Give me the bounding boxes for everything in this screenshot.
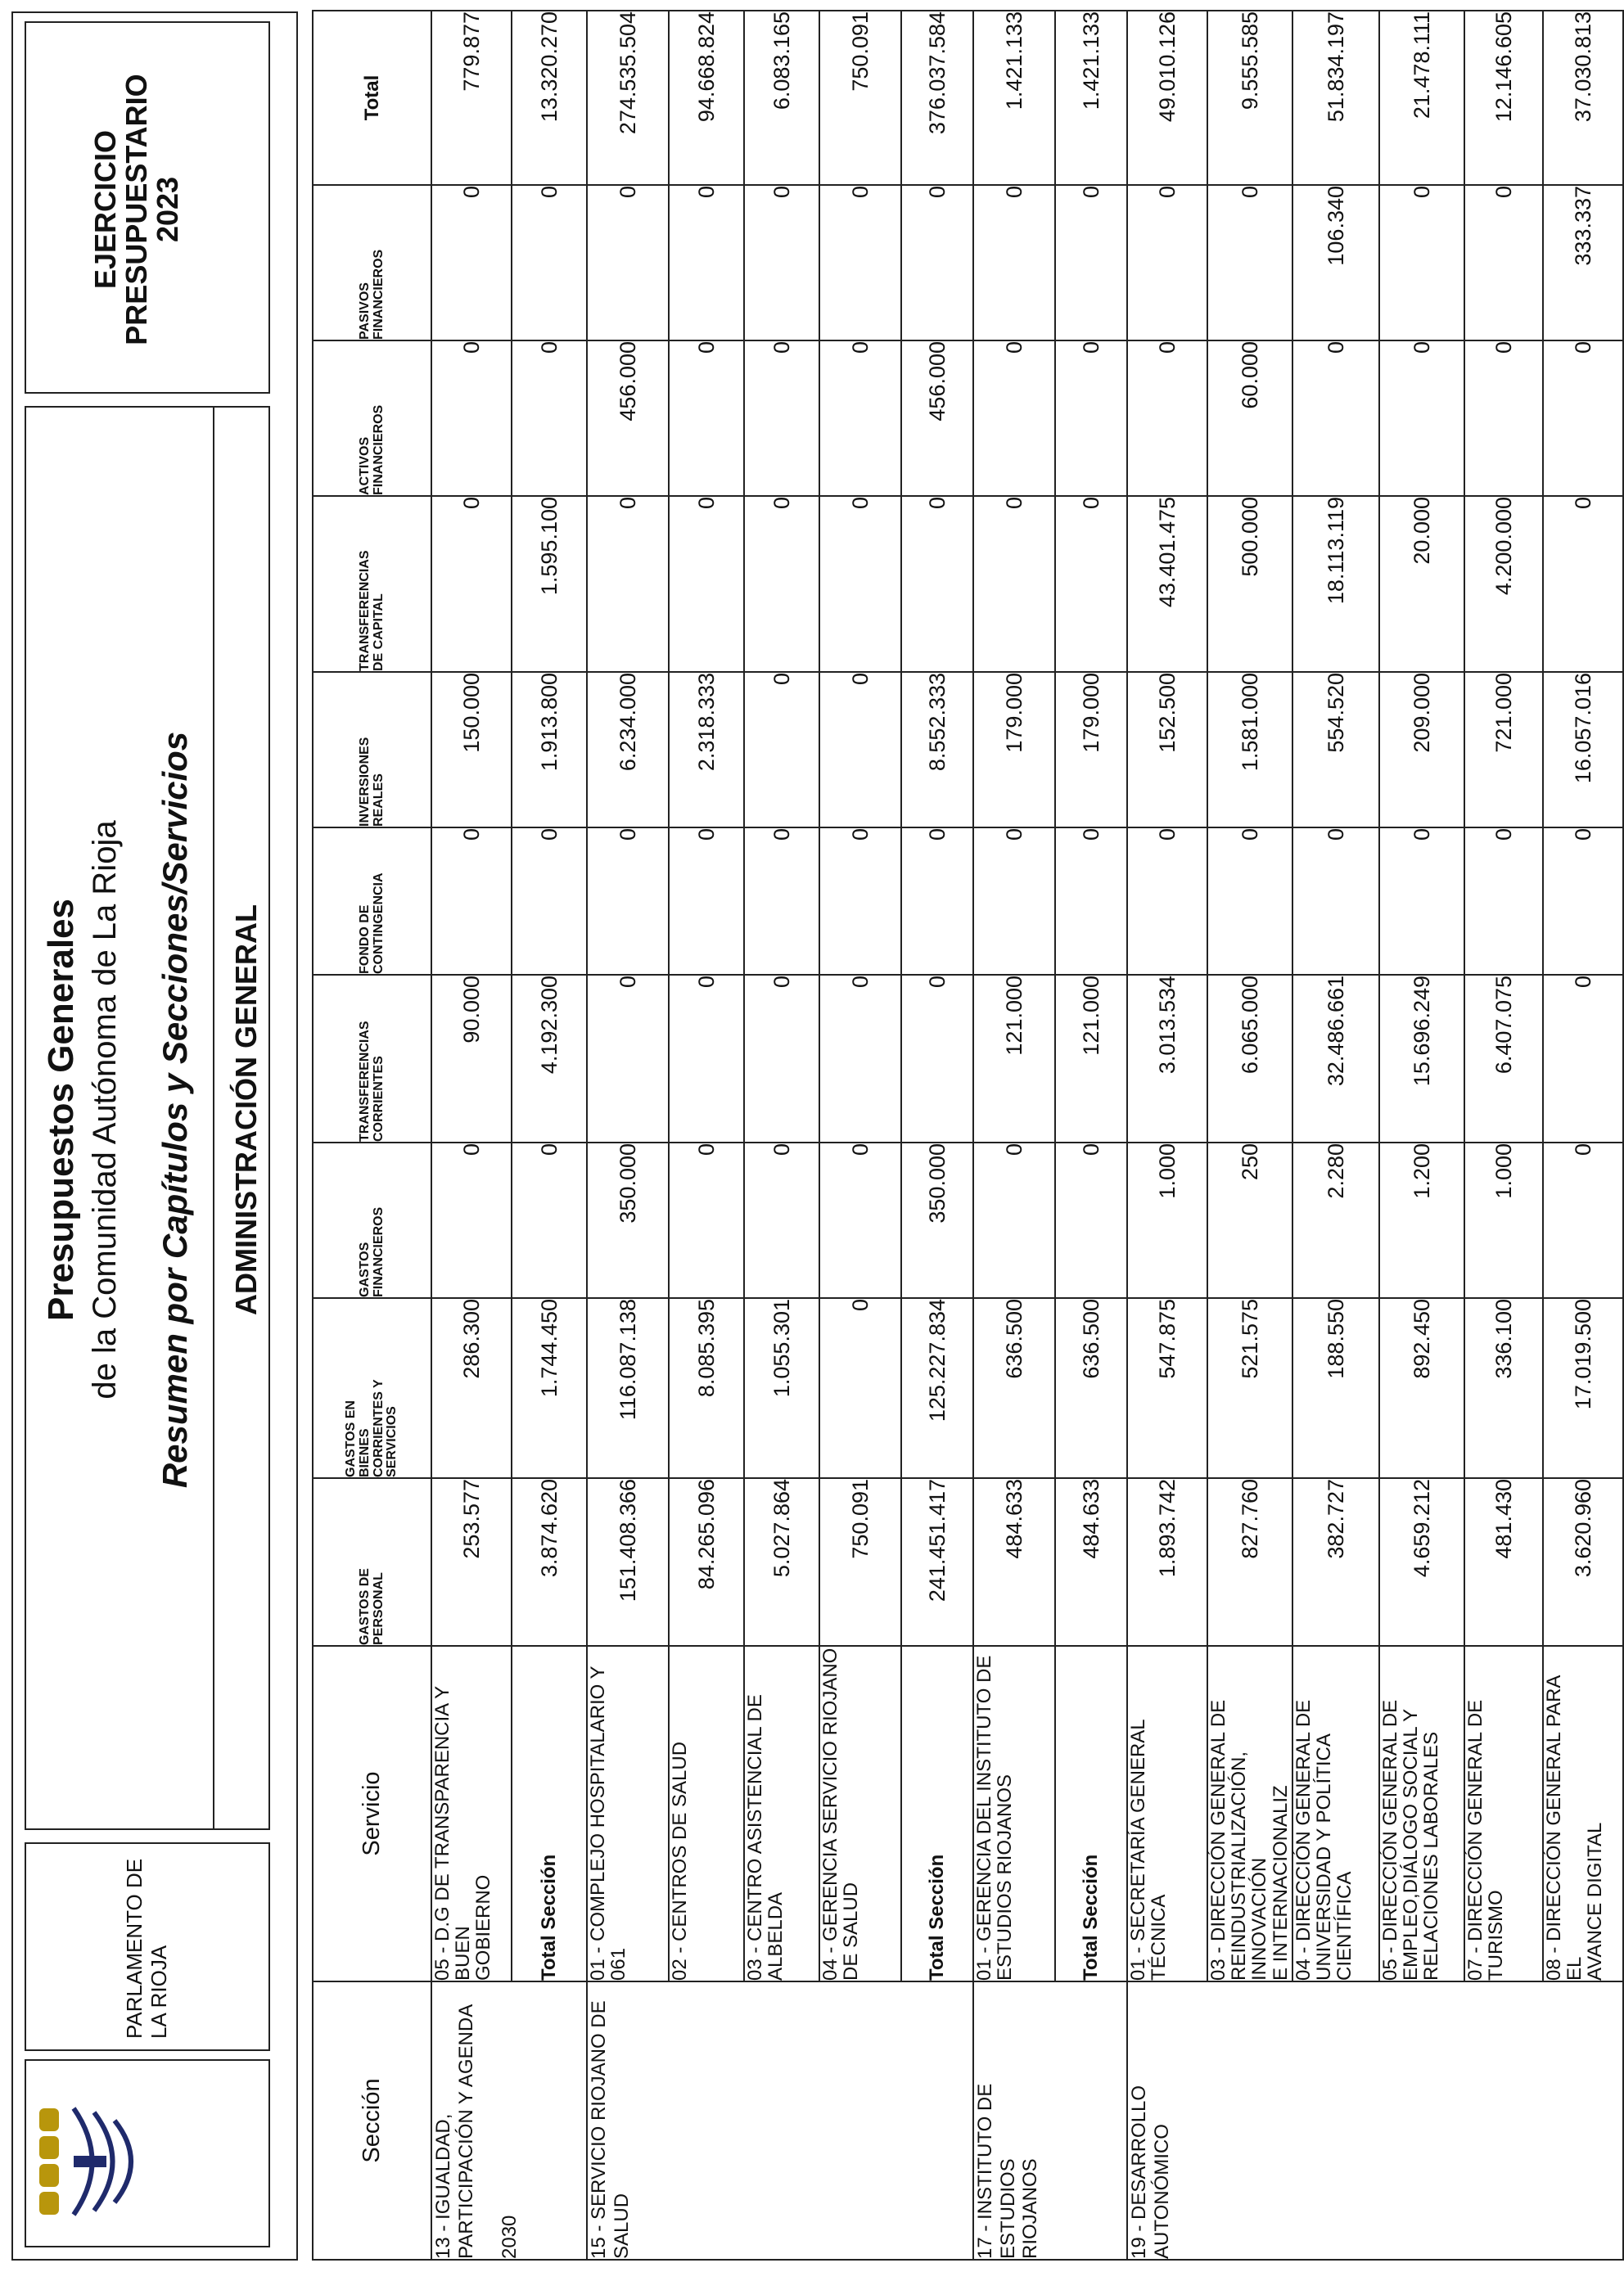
amount-cell: 336.100 — [1464, 1298, 1543, 1478]
header-line: GASTOS EN — [343, 1400, 358, 1477]
amount-cell: 0 — [431, 185, 512, 340]
section-total-label — [1055, 1646, 1127, 1981]
header-line: SERVICIOS — [385, 1406, 399, 1477]
service-name-line: 02 - CENTROS DE SALUD — [669, 1741, 691, 1981]
amount-cell: 3.620.960 — [1543, 1478, 1623, 1646]
service-cell — [669, 1646, 744, 1981]
service-name-line: 03 - CENTRO ASISTENCIAL DE — [744, 1694, 766, 1981]
amount-cell: 0 — [431, 1143, 512, 1298]
service-name-line: 07 - DIRECCIÓN GENERAL DE — [1464, 1699, 1486, 1981]
header-line: FINANCIEROS — [371, 404, 386, 495]
amount-cell: 350.000 — [901, 1143, 973, 1298]
row-total-value: 21.478.111 — [1379, 11, 1464, 185]
amount-cell: 0 — [1543, 496, 1623, 672]
amount-cell: 125.227.834 — [901, 1298, 973, 1478]
amount-cell: 0 — [512, 827, 587, 975]
service-cell — [1464, 1646, 1543, 1981]
row-total-value: 1.421.133 — [973, 11, 1055, 185]
amount-cell: 0 — [1207, 185, 1292, 340]
amount-cell: 0 — [1055, 827, 1127, 975]
header-line: ACTIVOS — [357, 436, 372, 495]
amount-cell: 0 — [744, 496, 819, 672]
section-total-label — [512, 1646, 587, 1981]
section-cell — [587, 1981, 973, 2260]
amount-cell: 0 — [431, 496, 512, 672]
amount-cell: 32.486.661 — [1292, 975, 1379, 1143]
service-cell — [819, 1646, 901, 1981]
amount-cell: 4.192.300 — [512, 975, 587, 1143]
amount-cell: 4.200.000 — [1464, 496, 1543, 672]
service-cell — [1379, 1646, 1464, 1981]
col-header-transf-capital — [313, 496, 431, 672]
amount-cell: 0 — [669, 975, 744, 1143]
amount-cell: 0 — [819, 496, 901, 672]
service-name-line: 01 - GERENCIA DEL INSTITUTO DE — [973, 1655, 995, 1981]
amount-cell: 0 — [1127, 185, 1207, 340]
amount-cell: 554.520 — [1292, 672, 1379, 827]
amount-cell: 484.633 — [973, 1478, 1055, 1646]
service-name-line: Total Sección — [926, 1854, 949, 1981]
amount-cell: 8.085.395 — [669, 1298, 744, 1478]
header-line: CORRIENTES — [371, 1056, 386, 1142]
amount-cell: 0 — [901, 496, 973, 672]
amount-cell: 0 — [512, 340, 587, 496]
table-row — [1543, 11, 1623, 2260]
amount-cell: 0 — [669, 827, 744, 975]
amount-cell: 179.000 — [973, 672, 1055, 827]
col-header-servicio: Servicio — [313, 1646, 431, 1981]
amount-cell: 6.407.075 — [1464, 975, 1543, 1143]
institution-name — [123, 1842, 172, 2039]
report-subtitle: Resumen por Capítulos y Secciones/Servicios — [156, 731, 194, 1489]
section-name-line: PARTICIPACIÓN Y AGENDA — [454, 2004, 477, 2259]
amount-cell: 6.065.000 — [1207, 975, 1292, 1143]
service-name-line: 01 - COMPLEJO HOSPITALARIO Y 061 — [587, 1666, 630, 1981]
service-name-line: TURISMO — [1485, 1890, 1508, 1981]
amount-cell: 0 — [744, 340, 819, 496]
service-name-line: E INTERNACIONALIZ — [1269, 1785, 1292, 1981]
amount-cell: 5.027.864 — [744, 1478, 819, 1646]
amount-cell: 152.500 — [1127, 672, 1207, 827]
row-total-value: 6.083.165 — [744, 11, 819, 185]
amount-cell: 0 — [901, 185, 973, 340]
row-total-value: 1.421.133 — [1055, 11, 1127, 185]
amount-cell: 0 — [819, 672, 901, 827]
header-line: CORRIENTES Y — [371, 1379, 386, 1477]
service-name-line: Total Sección — [1080, 1854, 1103, 1981]
service-name-line: 04 - DIRECCIÓN GENERAL DE — [1292, 1699, 1315, 1981]
amount-cell: 116.087.138 — [587, 1298, 669, 1478]
amount-cell: 0 — [1379, 185, 1464, 340]
amount-cell: 121.000 — [1055, 975, 1127, 1143]
col-header-fondo-contingencia — [313, 827, 431, 975]
amount-cell: 0 — [512, 1143, 587, 1298]
amount-cell: 350.000 — [587, 1143, 669, 1298]
amount-cell: 0 — [973, 185, 1055, 340]
amount-cell: 521.575 — [1207, 1298, 1292, 1478]
amount-cell: 121.000 — [973, 975, 1055, 1143]
service-name-line: Total Sección — [538, 1854, 561, 1981]
amount-cell: 0 — [819, 1298, 901, 1478]
section-cell — [973, 1981, 1127, 2260]
amount-cell: 0 — [744, 827, 819, 975]
amount-cell: 892.450 — [1379, 1298, 1464, 1478]
amount-cell: 0 — [1292, 827, 1379, 975]
amount-cell: 456.000 — [901, 340, 973, 496]
service-name-line: 01 - SECRETARÍA GENERAL — [1127, 1719, 1149, 1981]
amount-cell: 0 — [819, 827, 901, 975]
amount-cell: 1.913.800 — [512, 672, 587, 827]
amount-cell: 3.874.620 — [512, 1478, 587, 1646]
service-cell — [1292, 1646, 1379, 1981]
amount-cell: 0 — [1543, 1143, 1623, 1298]
table-header-row — [313, 11, 431, 2260]
header-line: GASTOS DE — [357, 1568, 372, 1645]
header-line: PERSONAL — [371, 1572, 386, 1645]
table-row — [744, 11, 819, 2260]
amount-cell: 1.893.742 — [1127, 1478, 1207, 1646]
service-name-line: 03 - DIRECCIÓN GENERAL DE — [1207, 1699, 1229, 1981]
amount-cell: 209.000 — [1379, 672, 1464, 827]
service-name-line: TÉCNICA — [1148, 1894, 1171, 1981]
col-header-transf-corrientes — [313, 975, 431, 1143]
amount-cell: 0 — [1464, 185, 1543, 340]
row-total-value: 49.010.126 — [1127, 11, 1207, 185]
amount-cell: 0 — [1055, 340, 1127, 496]
amount-cell: 150.000 — [431, 672, 512, 827]
amount-cell: 0 — [669, 185, 744, 340]
amount-cell: 286.300 — [431, 1298, 512, 1478]
amount-cell: 250 — [1207, 1143, 1292, 1298]
row-total-value: 750.091 — [819, 11, 901, 185]
col-header-gastos-personal — [313, 1478, 431, 1646]
section-name-continuation: 2030 — [498, 2215, 521, 2259]
amount-cell: 188.550 — [1292, 1298, 1379, 1478]
col-header-pasivos-financieros — [313, 185, 431, 340]
table-row — [1292, 11, 1379, 2260]
header-line: BIENES — [357, 1428, 372, 1477]
service-name-line: DE SALUD — [840, 1882, 863, 1981]
col-header-activos-financieros — [313, 340, 431, 496]
table-row — [1127, 11, 1207, 2260]
amount-cell: 547.875 — [1127, 1298, 1207, 1478]
amount-cell: 0 — [1464, 340, 1543, 496]
amount-cell: 1.000 — [1127, 1143, 1207, 1298]
header-line: DE CAPITAL — [371, 593, 386, 671]
row-total-value: 274.535.504 — [587, 11, 669, 185]
col-header-inversiones-reales — [313, 672, 431, 827]
service-cell — [1207, 1646, 1292, 1981]
header-line: PASIVOS — [357, 282, 372, 340]
amount-cell: 0 — [1127, 340, 1207, 496]
table-row — [901, 11, 973, 2260]
amount-cell: 16.057.016 — [1543, 672, 1623, 827]
budget-table — [312, 10, 1624, 2261]
row-total-value: 12.146.605 — [1464, 11, 1543, 185]
header-line: REALES — [371, 773, 386, 827]
amount-cell: 0 — [819, 1143, 901, 1298]
table-row — [1055, 11, 1127, 2260]
amount-cell: 1.581.000 — [1207, 672, 1292, 827]
col-header-total: Total — [313, 11, 431, 185]
amount-cell: 0 — [1055, 185, 1127, 340]
service-name-line: EMPLEO,DIÁLOGO SOCIAL Y — [1400, 1708, 1423, 1981]
service-name-line: GOBIERNO — [472, 1874, 495, 1981]
fiscal-line-2: PRESUPUESTARIO — [119, 74, 153, 345]
row-total-value: 51.834.197 — [1292, 11, 1379, 185]
service-name-line: REINDUSTRIALIZACIÓN, INNOVACIÓN — [1228, 1751, 1271, 1981]
amount-cell: 0 — [512, 185, 587, 340]
amount-cell: 0 — [669, 1143, 744, 1298]
col-header-gastos-bienes — [313, 1298, 431, 1478]
amount-cell: 0 — [973, 496, 1055, 672]
amount-cell: 0 — [744, 185, 819, 340]
fiscal-year-block — [90, 62, 183, 357]
service-cell — [1543, 1646, 1623, 1981]
title-line-2: de la Comunidad Autónoma de La Rioja — [87, 820, 123, 1400]
row-total-value: 376.037.584 — [901, 11, 973, 185]
service-name-line: 08 - DIRECCIÓN GENERAL PARA EL — [1543, 1675, 1586, 1981]
amount-cell: 106.340 — [1292, 185, 1379, 340]
service-name-line: ALBELDA — [765, 1891, 787, 1981]
amount-cell: 750.091 — [819, 1478, 901, 1646]
amount-cell: 2.318.333 — [669, 672, 744, 827]
amount-cell: 20.000 — [1379, 496, 1464, 672]
amount-cell: 1.744.450 — [512, 1298, 587, 1478]
service-name-line: RELACIONES LABORALES — [1420, 1731, 1443, 1981]
table-row — [1464, 11, 1543, 2260]
amount-cell: 0 — [973, 827, 1055, 975]
amount-cell: 2.280 — [1292, 1143, 1379, 1298]
amount-cell: 1.200 — [1379, 1143, 1464, 1298]
section-name-line: 15 - SERVICIO RIOJANO DE — [588, 2000, 610, 2259]
amount-cell: 636.500 — [973, 1298, 1055, 1478]
table-row — [587, 11, 669, 2260]
amount-cell: 333.337 — [1543, 185, 1623, 340]
amount-cell: 0 — [431, 827, 512, 975]
section-total-label — [901, 1646, 973, 1981]
amount-cell: 60.000 — [1207, 340, 1292, 496]
table-row — [819, 11, 901, 2260]
amount-cell: 0 — [1292, 340, 1379, 496]
service-name-line: ESTUDIOS RIOJANOS — [994, 1774, 1017, 1981]
amount-cell: 84.265.096 — [669, 1478, 744, 1646]
amount-cell: 0 — [1543, 340, 1623, 496]
amount-cell: 8.552.333 — [901, 672, 973, 827]
table-row — [1207, 11, 1292, 2260]
row-total-value: 13.320.270 — [512, 11, 587, 185]
institution-line-1: PARLAMENTO DE — [122, 1858, 147, 2039]
section-name-line: 13 - IGUALDAD, — [432, 2113, 454, 2259]
amount-cell: 0 — [587, 496, 669, 672]
amount-cell: 0 — [1127, 827, 1207, 975]
header-line: INVERSIONES — [357, 737, 372, 827]
amount-cell: 17.019.500 — [1543, 1298, 1623, 1478]
amount-cell: 0 — [901, 975, 973, 1143]
header-line: FINANCIEROS — [371, 1206, 386, 1297]
title-divider — [213, 406, 214, 1830]
header-line: FONDO DE — [357, 904, 372, 974]
header-line: GASTOS — [357, 1242, 372, 1297]
amount-cell: 0 — [669, 496, 744, 672]
service-cell — [744, 1646, 819, 1981]
table-row — [973, 11, 1055, 2260]
amount-cell: 90.000 — [431, 975, 512, 1143]
section-heading: ADMINISTRACIÓN GENERAL — [229, 904, 263, 1315]
col-header-seccion: Sección — [313, 1981, 431, 2260]
amount-cell: 0 — [1379, 340, 1464, 496]
amount-cell: 241.451.417 — [901, 1478, 973, 1646]
fiscal-line-1: EJERCICIO — [88, 129, 122, 290]
amount-cell: 0 — [669, 340, 744, 496]
section-name-line: SALUD — [610, 2193, 633, 2259]
amount-cell: 721.000 — [1464, 672, 1543, 827]
table-row — [431, 11, 512, 2260]
header-line: FINANCIEROS — [371, 249, 386, 340]
amount-cell: 0 — [1055, 496, 1127, 672]
row-total-value: 9.555.585 — [1207, 11, 1292, 185]
amount-cell: 0 — [431, 340, 512, 496]
row-total-value: 779.877 — [431, 11, 512, 185]
amount-cell: 0 — [819, 340, 901, 496]
amount-cell: 0 — [587, 975, 669, 1143]
amount-cell: 382.727 — [1292, 1478, 1379, 1646]
amount-cell: 4.659.212 — [1379, 1478, 1464, 1646]
title-line-1: Presupuestos Generales — [41, 899, 81, 1322]
amount-cell: 0 — [901, 827, 973, 975]
amount-cell: 0 — [819, 185, 901, 340]
service-name-line: CIENTÍFICA — [1333, 1871, 1356, 1981]
service-cell — [587, 1646, 669, 1981]
amount-cell: 0 — [1055, 1143, 1127, 1298]
service-name-line: UNIVERSIDAD Y POLÍTICA — [1313, 1733, 1336, 1981]
col-header-gastos-financieros — [313, 1143, 431, 1298]
amount-cell: 0 — [1379, 827, 1464, 975]
amount-cell: 1.055.301 — [744, 1298, 819, 1478]
section-name-line: AUTONÓMICO — [1150, 2124, 1173, 2259]
amount-cell: 179.000 — [1055, 672, 1127, 827]
amount-cell: 6.234.000 — [587, 672, 669, 827]
section-name-line: 17 - INSTITUTO DE ESTUDIOS — [974, 2083, 1019, 2259]
amount-cell: 1.595.100 — [512, 496, 587, 672]
header-line: TRANSFERENCIAS — [357, 550, 372, 671]
amount-cell: 0 — [819, 975, 901, 1143]
amount-cell: 3.013.534 — [1127, 975, 1207, 1143]
amount-cell: 15.696.249 — [1379, 975, 1464, 1143]
section-cell — [1127, 1981, 1623, 2260]
amount-cell: 1.000 — [1464, 1143, 1543, 1298]
amount-cell: 0 — [1543, 975, 1623, 1143]
amount-cell: 481.430 — [1464, 1478, 1543, 1646]
amount-cell: 500.000 — [1207, 496, 1292, 672]
amount-cell: 0 — [973, 1143, 1055, 1298]
amount-cell: 0 — [587, 827, 669, 975]
section-name-line: 19 - DESARROLLO — [1128, 2085, 1150, 2259]
amount-cell: 151.408.366 — [587, 1478, 669, 1646]
amount-cell: 0 — [587, 185, 669, 340]
table-row — [669, 11, 744, 2260]
fiscal-year: 2023 — [150, 176, 184, 243]
service-cell — [1127, 1646, 1207, 1981]
institution-line-2: LA RIOJA — [146, 1945, 171, 2039]
amount-cell: 0 — [744, 1143, 819, 1298]
amount-cell: 43.401.475 — [1127, 496, 1207, 672]
amount-cell: 18.113.119 — [1292, 496, 1379, 672]
service-cell — [431, 1646, 512, 1981]
section-name-line: RIOJANOS — [1019, 2158, 1042, 2259]
amount-cell: 484.633 — [1055, 1478, 1127, 1646]
service-name-line: 04 - GERENCIA SERVICIO RIOJANO — [819, 1648, 841, 1981]
amount-cell: 0 — [1464, 827, 1543, 975]
parliament-logo-icon — [25, 2076, 156, 2239]
service-name-line: 05 - D.G DE TRANSPARENCIA Y BUEN — [431, 1686, 475, 1981]
row-total-value: 37.030.813 — [1543, 11, 1623, 185]
section-cell — [431, 1981, 587, 2260]
amount-cell: 0 — [744, 975, 819, 1143]
service-name-line: AVANCE DIGITAL — [1584, 1822, 1607, 1981]
row-total-value: 94.668.824 — [669, 11, 744, 185]
header-line: TRANSFERENCIAS — [357, 1021, 372, 1142]
amount-cell: 636.500 — [1055, 1298, 1127, 1478]
amount-cell: 456.000 — [587, 340, 669, 496]
service-cell — [973, 1646, 1055, 1981]
amount-cell: 0 — [973, 340, 1055, 496]
table-body — [431, 11, 1623, 2260]
amount-cell: 827.760 — [1207, 1478, 1292, 1646]
table-row — [1379, 11, 1464, 2260]
table-row — [512, 11, 587, 2260]
service-name-line: 05 - DIRECCIÓN GENERAL DE — [1379, 1699, 1401, 1981]
amount-cell: 0 — [744, 672, 819, 827]
amount-cell: 253.577 — [431, 1478, 512, 1646]
header-line: CONTINGENCIA — [371, 872, 386, 974]
amount-cell: 0 — [1543, 827, 1623, 975]
amount-cell: 0 — [1207, 827, 1292, 975]
